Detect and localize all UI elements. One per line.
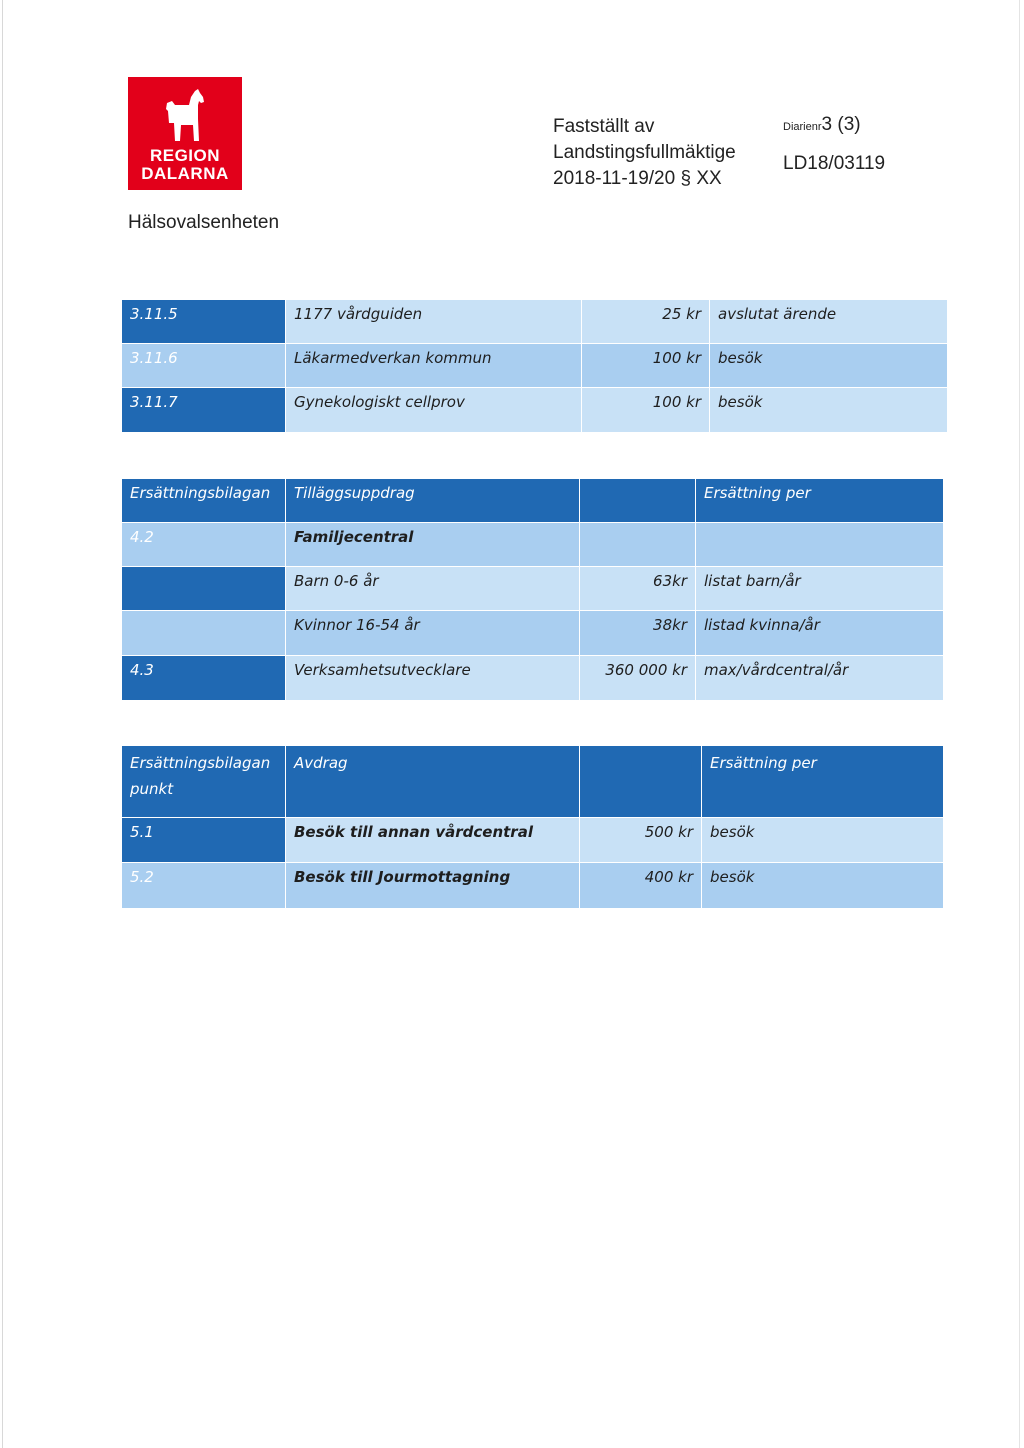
row-code: 5.2	[122, 863, 286, 909]
row-code: 3.11.7	[122, 388, 286, 433]
header-col-4: Ersättning per	[702, 746, 944, 818]
row-unit: besök	[702, 818, 944, 863]
row-unit: besök	[710, 388, 948, 433]
table-row	[122, 611, 944, 656]
row-code: 5.1	[122, 818, 286, 863]
adopted-line1: Fastställt av	[553, 116, 655, 137]
diarienr-label: Diarienr	[783, 121, 822, 133]
header-col-1-line1: Ersättningsbilagan	[130, 754, 271, 772]
header-col-3	[580, 746, 702, 818]
row-unit	[696, 523, 944, 567]
header-col-2: Avdrag	[286, 746, 580, 818]
row-amount: 63kr	[580, 567, 696, 611]
row-unit: listad kvinna/år	[696, 611, 944, 656]
page-info	[783, 114, 861, 136]
dala-horse-icon	[165, 89, 205, 145]
row-unit: besök	[710, 344, 948, 388]
row-name: Besök till Jourmottagning	[286, 863, 580, 909]
unit-name: Hälsovalsenheten	[128, 212, 280, 233]
row-amount: 360 000 kr	[580, 656, 696, 701]
row-name: Barn 0-6 år	[286, 567, 580, 611]
table-row	[122, 656, 944, 701]
table-row	[122, 567, 944, 611]
row-amount: 100 kr	[582, 388, 710, 433]
region-dalarna-logo	[128, 77, 242, 190]
fee-table-1	[121, 299, 948, 433]
row-code: 4.3	[122, 656, 286, 701]
diarienr-value: LD18/03119	[783, 153, 886, 174]
row-amount	[580, 523, 696, 567]
header-col-3	[580, 479, 696, 523]
header-col-2: Tilläggsuppdrag	[286, 479, 580, 523]
row-amount: 500 kr	[580, 818, 702, 863]
table-row	[122, 863, 944, 909]
row-code	[122, 567, 286, 611]
row-code: 4.2	[122, 523, 286, 567]
row-name: 1177 vårdguiden	[286, 300, 582, 344]
table-row	[122, 300, 948, 344]
logo-text-line1: REGION	[149, 146, 221, 165]
row-name: Gynekologiskt cellprov	[286, 388, 582, 433]
table-header-row	[122, 479, 944, 523]
row-name: Kvinnor 16-54 år	[286, 611, 580, 656]
table-row	[122, 818, 944, 863]
row-code: 3.11.5	[122, 300, 286, 344]
row-unit: avslutat ärende	[710, 300, 948, 344]
row-amount: 38kr	[580, 611, 696, 656]
header-col-1: Ersättningsbilagan	[122, 479, 286, 523]
row-unit: listat barn/år	[696, 567, 944, 611]
fee-table-2	[121, 478, 944, 701]
row-name: Verksamhetsutvecklare	[286, 656, 580, 701]
page-number: 3 (3)	[821, 114, 861, 135]
table-row	[122, 388, 948, 433]
row-code	[122, 611, 286, 656]
header-col-4: Ersättning per	[696, 479, 944, 523]
table-row	[122, 344, 948, 388]
table-row	[122, 523, 944, 567]
row-unit: max/vårdcentral/år	[696, 656, 944, 701]
row-name: Familjecentral	[286, 523, 580, 567]
row-name: Besök till annan vårdcentral	[286, 818, 580, 863]
row-code: 3.11.6	[122, 344, 286, 388]
table-header-row	[122, 746, 944, 818]
page-edge	[2, 0, 3, 1448]
row-name: Läkarmedverkan kommun	[286, 344, 582, 388]
header-col-1	[122, 746, 286, 818]
fee-table-3	[121, 745, 944, 909]
row-amount: 100 kr	[582, 344, 710, 388]
adopted-by	[553, 114, 736, 192]
logo-text-line2: DALARNA	[141, 164, 229, 183]
adopted-line3: 2018-11-19/20 § XX	[553, 168, 722, 189]
row-amount: 25 kr	[582, 300, 710, 344]
row-amount: 400 kr	[580, 863, 702, 909]
row-unit: besök	[702, 863, 944, 909]
adopted-line2: Landstingsfullmäktige	[553, 142, 736, 163]
page-edge	[1019, 0, 1020, 1448]
header-col-1-line2: punkt	[130, 780, 174, 798]
